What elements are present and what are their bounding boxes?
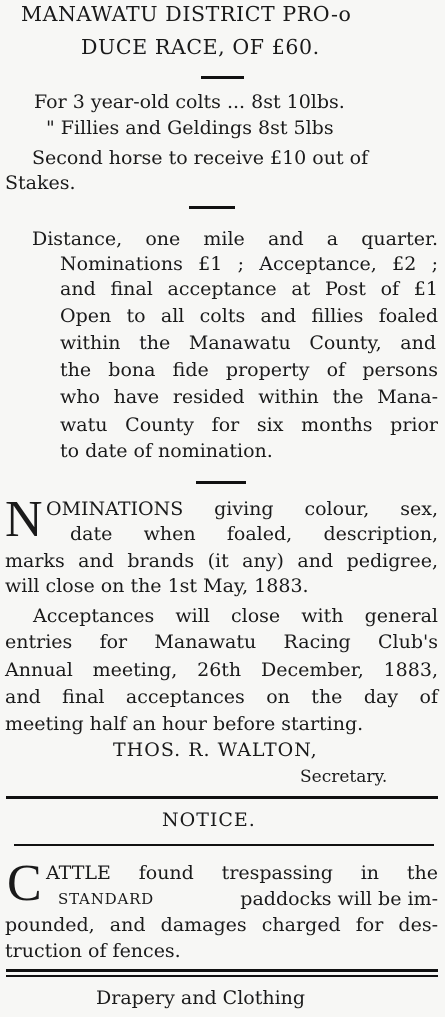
short-rule	[196, 481, 246, 484]
signature-name: THOS. R. WALTON,	[113, 739, 318, 761]
conditions-line-9: to date of nomination.	[60, 440, 273, 462]
conditions-line-3: and final acceptance at Post of £1	[60, 278, 438, 300]
signature-role: Secretary.	[300, 767, 388, 787]
notice-standard-smallcaps: STANDARD	[58, 890, 154, 908]
double-rule-bottom	[6, 975, 438, 977]
conditions-line-7: who have resided within the Mana-	[60, 386, 438, 408]
notice-line-2-rest: paddocks will be im-	[240, 888, 438, 910]
acceptances-line-3: Annual meeting, 26th December, 1883,	[5, 659, 438, 681]
race-title-line-1: MANAWATU DISTRICT PRO-o	[21, 2, 352, 26]
nominations-line-4: will close on the 1st May, 1883.	[5, 575, 309, 597]
notice-line-2	[58, 888, 438, 910]
conditions-line-5: within the Manawatu County, and	[60, 332, 436, 354]
notice-heading: NOTICE.	[162, 809, 256, 831]
short-rule	[189, 206, 235, 209]
weights-line-4: Stakes.	[5, 172, 76, 194]
notice-line-3: pounded, and damages charged for des-	[5, 914, 438, 936]
weights-line-2: " Fillies and Geldings 8st 5lbs	[46, 117, 334, 139]
weights-line-1: For 3 year-old colts ... 8st 10lbs.	[34, 91, 345, 113]
nominations-line-1: OMINATIONS giving colour, sex,	[46, 498, 438, 520]
acceptances-line-4: and final acceptances on the day of	[5, 686, 438, 708]
notice-line-1: ATTLE found trespassing in the	[46, 862, 438, 884]
short-rule	[201, 76, 244, 79]
nominations-line-3: marks and brands (it any) and pedigree,	[5, 550, 438, 572]
acceptances-line-5: meeting half an hour before starting.	[5, 713, 364, 735]
nominations-line-2: date when foaled, description,	[70, 523, 438, 545]
conditions-line-8: watu County for six months prior	[60, 414, 438, 436]
column-rule	[6, 796, 438, 799]
conditions-line-6: the bona fide property of persons	[60, 359, 438, 381]
next-heading: Drapery and Clothing	[96, 987, 306, 1009]
race-title-line-2: DUCE RACE, OF £60.	[81, 35, 320, 59]
conditions-line-2: Nominations £1 ; Acceptance, £2 ;	[60, 253, 438, 275]
short-rule	[14, 844, 434, 846]
weights-line-3: Second horse to receive £10 out of	[32, 147, 369, 169]
acceptances-line-1: Acceptances will close with general	[33, 605, 438, 627]
conditions-line-1: Distance, one mile and a quarter.	[32, 228, 438, 250]
acceptances-line-2: entries for Manawatu Racing Club's	[5, 631, 438, 653]
double-rule-top	[6, 969, 438, 972]
notice-dropcap: C	[7, 855, 42, 912]
nominations-dropcap: N	[5, 491, 43, 548]
conditions-line-4: Open to all colts and fillies foaled	[60, 305, 438, 327]
notice-line-4: truction of fences.	[5, 940, 181, 962]
